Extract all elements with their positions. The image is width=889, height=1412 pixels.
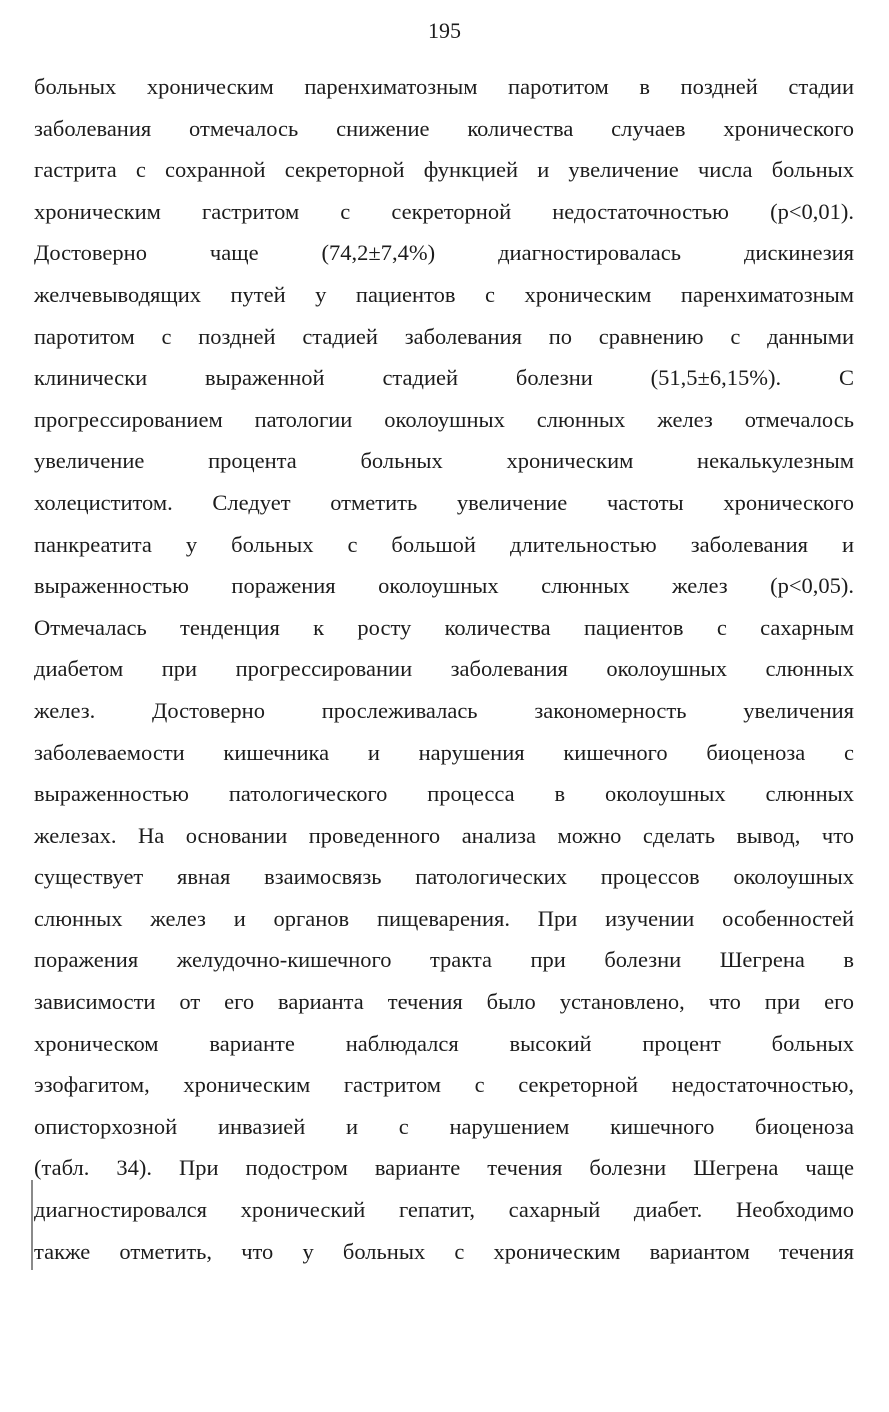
text-line: заболеваемости кишечника и нарушения кишечного биоценоза с <box>34 739 854 765</box>
text-line: гастрита с сохранной секреторной функцией и увеличение числа больных <box>34 157 854 183</box>
text-line: увеличение процента больных хроническим некалькулезным <box>34 448 854 474</box>
text-line: выраженностью патологического процесса в околоушных слюнных <box>34 781 854 807</box>
text-line: холециститом. Следует отметить увеличение частоты хронического <box>34 489 854 515</box>
body-text <box>34 66 854 1272</box>
page-number: 195 <box>428 18 461 43</box>
text-line: зависимости от его варианта течения было установлено, что при его <box>34 989 854 1015</box>
text-line: диабетом при прогрессировании заболевания околоушных слюнных <box>34 656 854 682</box>
text-line: хроническом варианте наблюдался высокий процент больных <box>34 1030 854 1056</box>
text-line: железах. На основании проведенного анализа можно сделать вывод, что <box>34 822 854 848</box>
text-line: выраженностью поражения околоушных слюнных желез (р<0,05). <box>34 573 854 599</box>
text-line: клинически выраженной стадией болезни (51,5±6,15%). С <box>34 365 854 391</box>
text-line: Достоверно чаще (74,2±7,4%) диагностировалась дискинезия <box>34 240 854 266</box>
text-line: хроническим гастритом с секреторной недостаточностью (р<0,01). <box>34 198 854 224</box>
text-line: панкреатита у больных с большой длительностью заболевания и <box>34 531 854 557</box>
text-line: паротитом с поздней стадией заболевания по сравнению с данными <box>34 323 854 349</box>
text-line: заболевания отмечалось снижение количества случаев хронического <box>34 115 854 141</box>
text-line: слюнных желез и органов пищеварения. При изучении особенностей <box>34 905 854 931</box>
text-line: также отметить, что у больных с хроническим вариантом течения <box>34 1238 854 1264</box>
text-line: описторхозной инвазией и с нарушением кишечного биоценоза <box>34 1113 854 1139</box>
text-line: Отмечалась тенденция к росту количества пациентов с сахарным <box>34 614 854 640</box>
text-line: желез. Достоверно прослеживалась закономерность увеличения <box>34 697 854 723</box>
text-line: эзофагитом, хроническим гастритом с секреторной недостаточностью, <box>34 1072 854 1098</box>
text-line: (табл. 34). При подостром варианте течения болезни Шегрена чаще <box>34 1155 854 1181</box>
text-line: диагностировался хронический гепатит, сахарный диабет. Необходимо <box>34 1197 854 1223</box>
text-line: больных хроническим паренхиматозным паротитом в поздней стадии <box>34 74 854 99</box>
scan-edge-mark <box>31 1180 33 1270</box>
text-line: прогрессированием патологии околоушных слюнных желез отмечалось <box>34 406 854 432</box>
text-line: поражения желудочно-кишечного тракта при болезни Шегрена в <box>34 947 854 973</box>
text-line: желчевыводящих путей у пациентов с хроническим паренхиматозным <box>34 281 854 307</box>
text-line: существует явная взаимосвязь патологических процессов околоушных <box>34 864 854 890</box>
